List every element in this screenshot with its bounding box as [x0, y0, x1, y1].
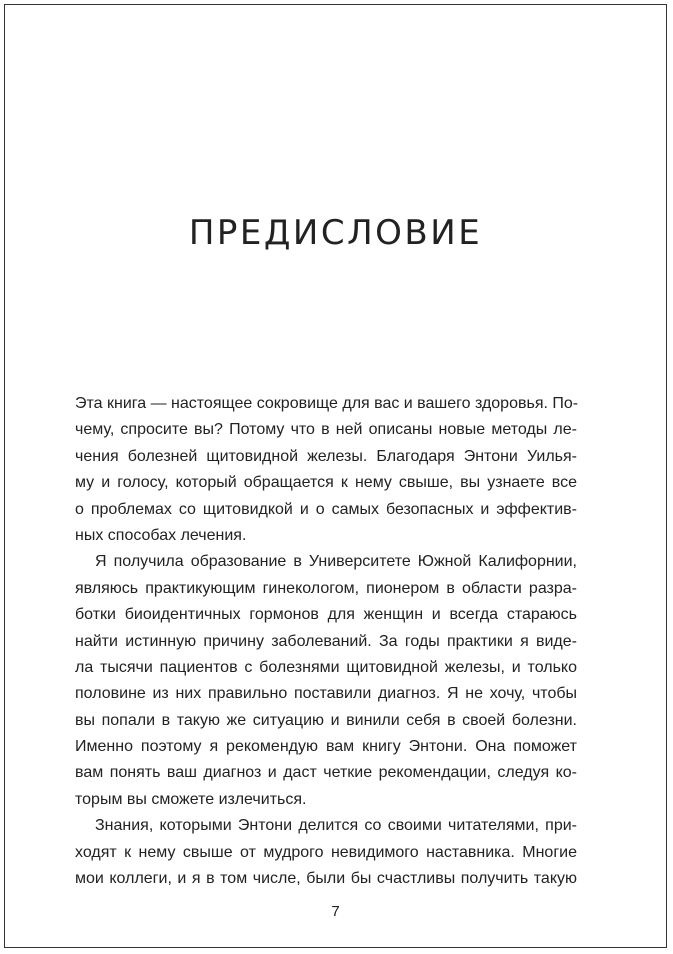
text-line: половине из них правильно поставили диагноз. Я не хочу, чтобы — [75, 685, 577, 703]
text-line: Знания, которыми Энтони делится со своими читателями, при- — [95, 817, 577, 835]
text-line: ботки биоидентичных гормонов для женщин и всегда стараюсь — [75, 606, 577, 624]
paragraph-1 — [75, 391, 577, 549]
text-line: чему, спросите вы? Потому что в ней описаны новые методы ле- — [75, 421, 577, 439]
text-line: мои коллеги, и я в том числе, были бы счастливы получить такую — [75, 870, 577, 888]
book-page — [4, 4, 667, 948]
page-number: 7 — [331, 903, 340, 920]
text-line: ных способах лечения. — [75, 526, 247, 544]
text-line: о проблемах со щитовидкой и о самых безопасных и эффектив- — [75, 500, 577, 518]
text-line: вам понять ваш диагноз и даст четкие рекомендации, следуя ко- — [75, 764, 577, 782]
text-line: ла тысячи пациентов с болезнями щитовидной железы, и только — [75, 658, 577, 676]
paragraph-3 — [75, 813, 577, 892]
text-line: торым вы сможете излечиться. — [75, 790, 307, 808]
text-line: найти истинную причину заболеваний. За годы практики я виде- — [75, 632, 577, 650]
text-line: являюсь практикующим гинекологом, пионером в области разра- — [75, 579, 577, 597]
body-text — [75, 391, 577, 892]
text-line: му и голосу, который обращается к нему свыше, вы узнаете все — [75, 474, 577, 492]
text-line: вы попали в такую же ситуацию и винили себя в своей болезни. — [75, 711, 577, 729]
text-line: Я получила образование в Университете Южной Калифорнии, — [95, 553, 577, 571]
text-line: ходят к нему свыше от мудрого невидимого наставника. Многие — [75, 843, 577, 861]
text-line: чения болезней щитовидной железы. Благодаря Энтони Уилья- — [75, 447, 577, 465]
paragraph-2 — [75, 549, 577, 813]
text-line: Именно поэтому я рекомендую вам книгу Энтони. Она поможет — [75, 738, 577, 756]
chapter-title: ПРЕДИСЛОВИЕ — [188, 213, 483, 253]
text-line: Эта книга — настоящее сокровище для вас и вашего здоровья. По- — [75, 395, 579, 412]
